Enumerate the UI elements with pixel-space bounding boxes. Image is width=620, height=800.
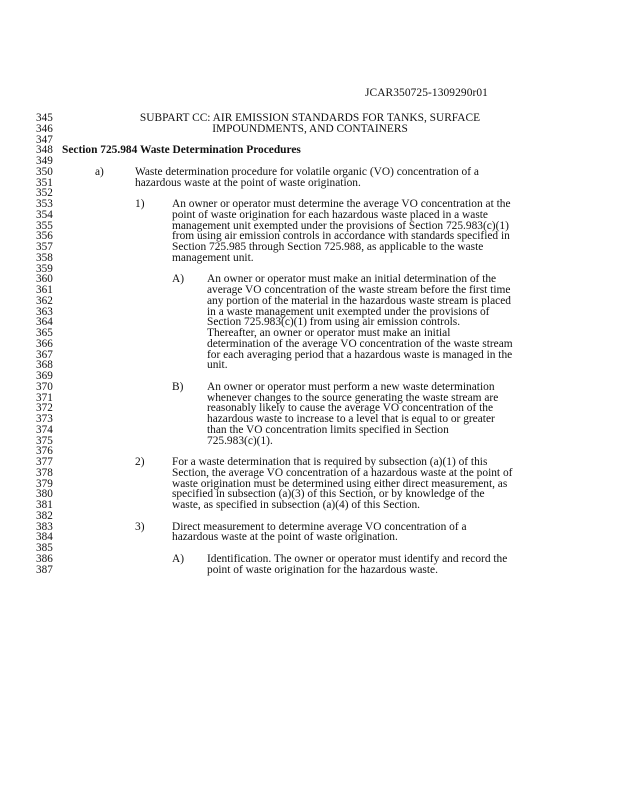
line-number: 357 — [36, 241, 53, 253]
line-number: 372 — [36, 402, 53, 415]
line-text: Waste determination procedure for volatile organic (VO) concentration of a — [135, 165, 479, 178]
line-text: in a waste management unit exempted under the provisions of — [207, 305, 490, 318]
line-number: 384 — [36, 531, 53, 544]
line-number: 379 — [36, 477, 53, 490]
line-number: 374 — [36, 423, 53, 436]
line-number: 366 — [36, 337, 53, 350]
line-number: 383 — [36, 520, 53, 533]
enumeration-marker: a) — [95, 165, 104, 178]
line-number: 351 — [36, 176, 53, 189]
line-text: hazardous waste to increase to a level that is equal to or greater — [207, 413, 495, 425]
line-number: 348 — [36, 144, 53, 157]
line-number: 365 — [36, 327, 53, 339]
line-text: management unit. — [172, 251, 254, 264]
line-text: determination of the average VO concentration of the waste stream — [207, 337, 513, 350]
line-number: 354 — [36, 208, 53, 221]
line-text: An owner or operator must perform a new waste determination — [207, 380, 495, 393]
line-number: 386 — [36, 552, 53, 565]
line-number: 373 — [36, 413, 53, 425]
line-number: 375 — [36, 434, 53, 447]
line-text: Section 725.983(c)(1) from using air emission controls. — [207, 316, 461, 329]
subpart-heading: IMPOUNDMENTS, AND CONTAINERS — [212, 122, 408, 135]
subpart-heading: SUBPART CC: AIR EMISSION STANDARDS FOR TANKS, SURFACE — [139, 112, 481, 124]
enumeration-marker: B) — [172, 380, 184, 393]
enumeration-marker: 2) — [135, 456, 145, 468]
line-text: An owner or operator must determine the average VO concentration at the — [172, 198, 511, 210]
line-number: 346 — [36, 122, 53, 135]
line-number: 371 — [36, 391, 53, 404]
line-number: 378 — [36, 466, 53, 479]
line-number: 387 — [36, 563, 53, 576]
line-number: 367 — [36, 348, 53, 361]
line-number: 380 — [36, 488, 53, 501]
line-text: for each averaging period that a hazardous waste is managed in the — [207, 348, 513, 361]
enumeration-marker: A) — [172, 552, 185, 565]
document-line — [0, 564, 620, 577]
line-number: 353 — [36, 198, 53, 210]
line-text: Section 725.985 through Section 725.988, as applicable to the waste — [172, 241, 484, 253]
line-text: management unit exempted under the provisions of Section 725.983(c)(1) — [172, 219, 509, 232]
line-text: specified in subsection (a)(3) of this Section, or by knowledge of the — [172, 488, 485, 501]
line-number: 381 — [36, 499, 53, 511]
line-text: Direct measurement to determine average VO concentration of a — [172, 520, 467, 533]
line-text: any portion of the material in the hazardous waste stream is placed — [207, 294, 511, 307]
line-number: 359 — [36, 262, 53, 275]
line-number: 345 — [36, 112, 53, 124]
line-text: Identification. The owner or operator must identify and record the — [207, 552, 508, 565]
line-number: 368 — [36, 359, 53, 372]
line-text: 725.983(c)(1). — [207, 434, 273, 447]
line-number: 363 — [36, 305, 53, 318]
line-text: average VO concentration of the waste stream before the first time — [207, 284, 511, 296]
line-text: point of waste origination for the hazardous waste. — [207, 563, 438, 576]
line-number: 364 — [36, 316, 53, 329]
enumeration-marker: 1) — [135, 198, 145, 210]
line-number: 347 — [36, 133, 53, 146]
line-text: For a waste determination that is required by subsection (a)(1) of this — [172, 456, 488, 468]
line-text: waste origination must be determined using either direct measurement, as — [172, 477, 508, 490]
line-number: 358 — [36, 251, 53, 264]
enumeration-marker: A) — [172, 273, 185, 286]
line-number: 356 — [36, 230, 53, 243]
line-text: Thereafter, an owner or operator must make an initial — [207, 327, 451, 339]
line-text: whenever changes to the source generating the waste stream are — [207, 391, 499, 404]
line-number: 385 — [36, 542, 53, 554]
line-number: 350 — [36, 165, 53, 178]
line-number: 370 — [36, 380, 53, 393]
section-heading: Section 725.984 Waste Determination Procedures — [62, 144, 301, 157]
line-text: point of waste origination for each hazardous waste placed in a waste — [172, 208, 488, 221]
line-text: hazardous waste at the point of waste origination. — [135, 176, 361, 189]
line-number: 377 — [36, 456, 53, 468]
line-number: 369 — [36, 370, 53, 382]
document-id: JCAR350725-1309290r01 — [365, 87, 488, 99]
line-text: from using air emission controls in accordance with standards specified in — [172, 230, 510, 243]
line-number: 355 — [36, 219, 53, 232]
line-number: 352 — [36, 187, 53, 200]
line-number: 361 — [36, 284, 53, 296]
line-number: 360 — [36, 273, 53, 286]
line-number: 349 — [36, 155, 53, 167]
line-text: An owner or operator must make an initial determination of the — [207, 273, 497, 286]
line-text: hazardous waste at the point of waste origination. — [172, 531, 398, 544]
line-text: Section, the average VO concentration of a hazardous waste at the point of — [172, 466, 513, 479]
line-text: than the VO concentration limits specified in Section — [207, 423, 449, 436]
line-text: unit. — [207, 359, 228, 372]
line-number: 376 — [36, 445, 53, 458]
line-number: 362 — [36, 294, 53, 307]
line-text: waste, as specified in subsection (a)(4) of this Section. — [172, 499, 420, 511]
line-number: 382 — [36, 509, 53, 522]
enumeration-marker: 3) — [135, 520, 145, 533]
line-text: reasonably likely to cause the average VO concentration of the — [207, 402, 494, 415]
